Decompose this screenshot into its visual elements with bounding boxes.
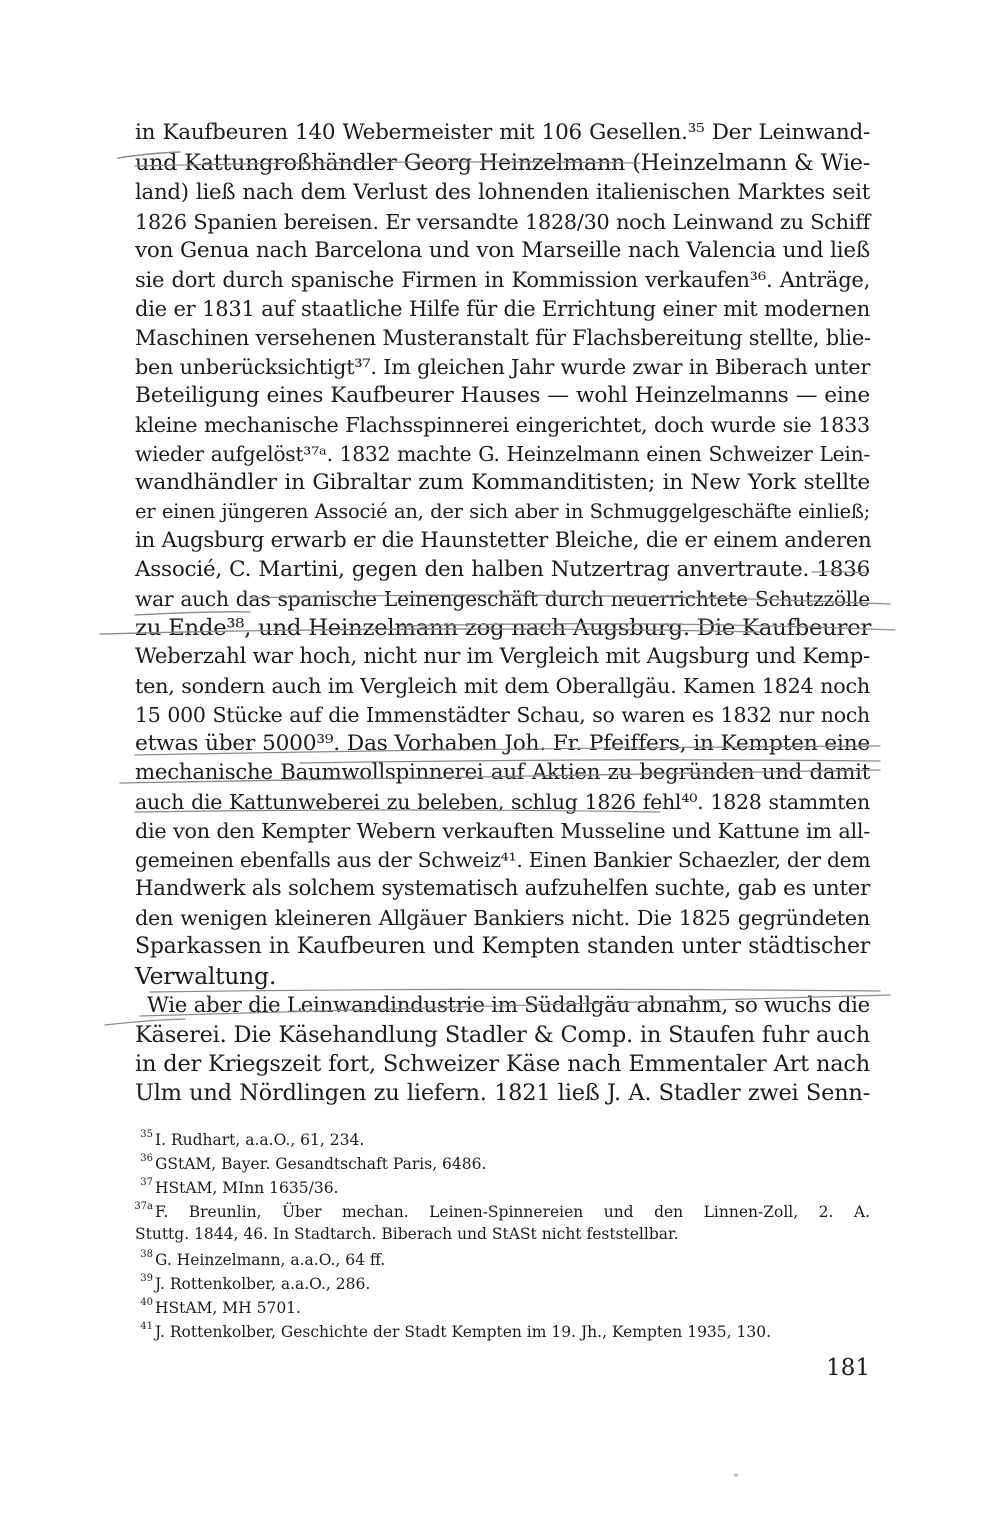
body-line-26: gemeinen ebenfalls aus der Schweiz⁴¹. Einen Bankier Schaezler, der dem: [135, 848, 871, 872]
body-line-10: Beteiligung eines Kaufbeurer Hauses — wohl Heinzelmanns — eine: [135, 383, 870, 408]
body-line-16: Associé, C. Martini, gegen den halben Nutzertrag anvertraute. 1836: [135, 557, 870, 582]
body-line-11: kleine mechanische Flachsspinnerei eingerichtet, doch wurde sie 1833: [135, 413, 870, 437]
footnote-text: GStAM, Bayer. Gesandtschaft Paris, 6486.: [155, 1155, 487, 1173]
body-line-15: in Augsburg erwarb er die Haunstetter Bleiche, die er einem anderen: [135, 528, 872, 553]
body-line-25: die von den Kempter Webern verkauften Musseline und Kattune im all-: [135, 819, 870, 843]
body-line-34: Ulm und Nördlingen zu liefern. 1821 ließ J. A. Stadler zwei Senn-: [135, 1080, 870, 1106]
body-line-21: 15 000 Stücke auf die Immenstädter Schau, so waren es 1832 nur noch: [135, 703, 870, 727]
footnote-text: I. Rudhart, a.a.O., 61, 234.: [155, 1131, 365, 1149]
body-line-30: Verwaltung.: [135, 962, 277, 990]
body-line-7: die er 1831 auf staatliche Hilfe für die Errichtung einer mit modernen: [135, 297, 870, 321]
body-line-14: er einen jüngeren Associé an, der sich aber in Schmuggelgeschäfte einließ;: [135, 500, 870, 523]
page-number: 181: [826, 1355, 870, 1381]
body-line-8: Maschinen versehenen Musteranstalt für Flachsbereitung stellte, blie-: [135, 326, 871, 350]
body-line-2: und Kattungroßhändler Georg Heinzelmann (Heinzelmann & Wie-: [135, 150, 870, 176]
footnote-number: 39: [140, 1273, 153, 1284]
body-line-6: sie dort durch spanische Firmen in Kommission verkaufen³⁶. Anträge,: [135, 268, 870, 292]
body-line-31: Wie aber die Leinwandindustrie im Südallgäu abnahm, so wuchs die: [147, 993, 870, 1018]
body-line-22: etwas über 5000³⁹. Das Vorhaben Joh. Fr. Pfeiffers, in Kempten eine: [135, 731, 870, 756]
body-line-29: Sparkassen in Kaufbeuren und Kempten standen unter städtischer: [135, 934, 870, 959]
footnote-number: 37a: [134, 1201, 153, 1212]
footnote-text: J. Rottenkolber, Geschichte der Stadt Kempten im 19. Jh., Kempten 1935, 130.: [155, 1323, 772, 1341]
footnote-text: J. Rottenkolber, a.a.O., 286.: [155, 1275, 371, 1293]
body-line-24: auch die Kattunweberei zu beleben, schlug 1826 fehl⁴⁰. 1828 stammten: [135, 790, 870, 814]
footnote-text: HStAM, MInn 1635/36.: [155, 1179, 339, 1197]
footnote-number: 38: [140, 1249, 153, 1260]
body-line-12: wieder aufgelöst³⁷ᵃ. 1832 machte G. Heinzelmann einen Schweizer Lein-: [135, 442, 870, 466]
footnote-number: 37: [140, 1177, 153, 1188]
footnote-text: F. Breunlin, Über mechan. Leinen-Spinnereien und den Linnen-Zoll, 2. A.: [155, 1203, 870, 1221]
body-line-32: Käserei. Die Käsehandlung Stadler & Comp. in Staufen fuhr auch: [135, 1022, 870, 1048]
body-line-17: war auch das spanische Leinengeschäft durch neuerrichtete Schutzzölle: [135, 587, 870, 611]
body-line-23: mechanische Baumwollspinnerei auf Aktien zu begründen und damit: [135, 760, 870, 785]
body-line-33: in der Kriegszeit fort, Schweizer Käse nach Emmentaler Art nach: [135, 1051, 870, 1077]
body-line-5: von Genua nach Barcelona und von Marseille nach Valencia und ließ: [135, 238, 870, 263]
body-line-18: zu Ende³⁸, und Heinzelmann zog nach Augsburg. Die Kaufbeurer: [135, 615, 872, 641]
body-line-1: in Kaufbeuren 140 Webermeister mit 106 Gesellen.³⁵ Der Leinwand-: [135, 120, 870, 145]
footnote-text: HStAM, MH 5701.: [155, 1299, 301, 1317]
footnote-number: 41: [140, 1321, 153, 1332]
body-line-27: Handwerk als solchem systematisch aufzuhelfen suchte, gab es unter: [135, 876, 870, 901]
footnote-text: G. Heinzelmann, a.a.O., 64 ff.: [155, 1251, 386, 1269]
paper-speck: [734, 1473, 738, 1477]
body-line-28: den wenigen kleineren Allgäuer Bankiers nicht. Die 1825 gegründeten: [135, 906, 870, 930]
body-line-3: land) ließ nach dem Verlust des lohnenden italienischen Marktes seit: [135, 180, 870, 205]
body-line-19: Weberzahl war hoch, nicht nur im Vergleich mit Augsburg und Kemp-: [135, 644, 870, 669]
body-line-13: wandhändler in Gibraltar zum Kommanditisten; in New York stellte: [135, 470, 870, 495]
footnote-number: 35: [140, 1129, 153, 1140]
body-line-4: 1826 Spanien bereisen. Er versandte 1828/30 noch Leinwand zu Schiff: [135, 210, 870, 234]
body-line-20: ten, sondern auch im Vergleich mit dem Oberallgäu. Kamen 1824 noch: [135, 674, 870, 698]
footnote-text-continued: Stuttg. 1844, 46. In Stadtarch. Biberach und StASt nicht feststellbar.: [135, 1225, 679, 1243]
footnote-number: 36: [140, 1153, 153, 1164]
footnote-number: 40: [140, 1297, 153, 1308]
body-line-9: ben unberücksichtigt³⁷. Im gleichen Jahr wurde zwar in Biberach unter: [135, 355, 870, 379]
